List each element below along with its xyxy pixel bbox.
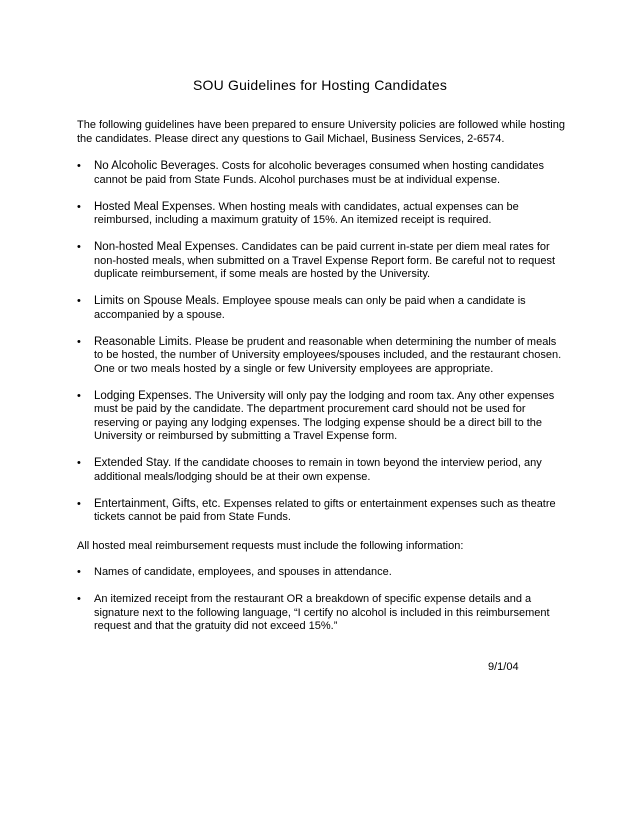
guideline-text: When hosting meals with candidates, actual expenses can be reimbursed, including a maximum gratuity of 15%. An itemized receipt is required. xyxy=(94,200,519,226)
requirements-heading: All hosted meal reimbursement requests must include the following information: xyxy=(77,540,464,552)
guideline-text: Please be prudent and reasonable when determining the number of meals to be hosted, the number of University employees/spouses included, and the restaurant chosen. One or two meals hosted by a single or few University employees are appropriate. xyxy=(94,335,562,375)
guideline-item xyxy=(77,498,567,525)
guideline-text: Expenses related to gifts or entertainment expenses such as theatre tickets cannot be paid from State Funds. xyxy=(94,497,556,523)
bullet-icon: • xyxy=(77,200,81,213)
intro-paragraph: The following guidelines have been prepared to ensure University policies are followed while hosting the candidates. Please direct any questions to Gail Michael, Business Services, 2-6574. xyxy=(77,119,565,145)
page-title: SOU Guidelines for Hosting Candidates xyxy=(192,77,448,93)
guideline-heading: Reasonable Limits. xyxy=(94,335,192,348)
requirement-text: Names of candidate, employees, and spouses in attendance. xyxy=(94,566,392,578)
bullet-icon: • xyxy=(77,335,81,348)
guideline-item xyxy=(77,336,567,377)
guideline-heading: Lodging Expenses. xyxy=(94,389,192,402)
guideline-heading: No Alcoholic Beverages. xyxy=(94,160,219,172)
bullet-icon: • xyxy=(77,497,81,510)
guideline-item xyxy=(77,390,567,444)
bullet-icon: • xyxy=(77,593,81,605)
bullet-icon: • xyxy=(77,566,81,578)
bullet-icon: • xyxy=(77,389,81,402)
guideline-item xyxy=(77,457,567,484)
bullet-icon: • xyxy=(77,295,81,307)
guideline-heading: Extended Stay. xyxy=(94,457,172,469)
guideline-heading: Entertainment, Gifts, etc. xyxy=(94,497,221,510)
requirement-text: An itemized receipt from the restaurant OR a breakdown of specific expense details and a signature next to the following language, “I certify no alcohol is included in this reimbursement request and that the gratuity did not exceed 15%.” xyxy=(94,593,550,632)
guideline-text: Costs for alcoholic beverages consumed when hosting candidates cannot be paid from State Funds. Alcohol purchases must be at individual expense. xyxy=(94,160,544,186)
guideline-item xyxy=(77,201,567,228)
bullet-icon: • xyxy=(77,160,81,172)
guideline-text: Candidates can be paid current in-state per diem meal rates for non-hosted meals, when submitted on a Travel Expense Report form. Be careful not to request duplicate reimbursement, if some meals are hosted by the University. xyxy=(94,241,556,280)
requirement-item xyxy=(77,566,567,580)
guideline-text: The University will only pay the lodging and room tax. Any other expenses must be paid by the candidate. The department procurement card should not be used for reserving or paying any lodging expenses. The lodging expense should be a direct bill to the University or reimbursed by submitting a Travel Expense form. xyxy=(94,389,555,442)
guideline-item xyxy=(77,241,567,282)
guideline-item xyxy=(77,160,567,187)
document-date: 9/1/04 xyxy=(488,661,519,673)
guideline-heading: Limits on Spouse Meals. xyxy=(94,295,220,307)
guideline-heading: Non-hosted Meal Expenses. xyxy=(94,241,239,253)
guidelines-list xyxy=(77,160,567,538)
requirements-list xyxy=(77,566,567,647)
guideline-heading: Hosted Meal Expenses. xyxy=(94,200,216,213)
guideline-text: If the candidate chooses to remain in town beyond the interview period, any additional meals/lodging should be at their own expense. xyxy=(94,457,542,483)
guideline-text: Employee spouse meals can only be paid when a candidate is accompanied by a spouse. xyxy=(94,295,526,321)
requirement-item xyxy=(77,593,567,634)
bullet-icon: • xyxy=(77,457,81,469)
bullet-icon: • xyxy=(77,241,81,253)
guideline-item xyxy=(77,295,567,322)
